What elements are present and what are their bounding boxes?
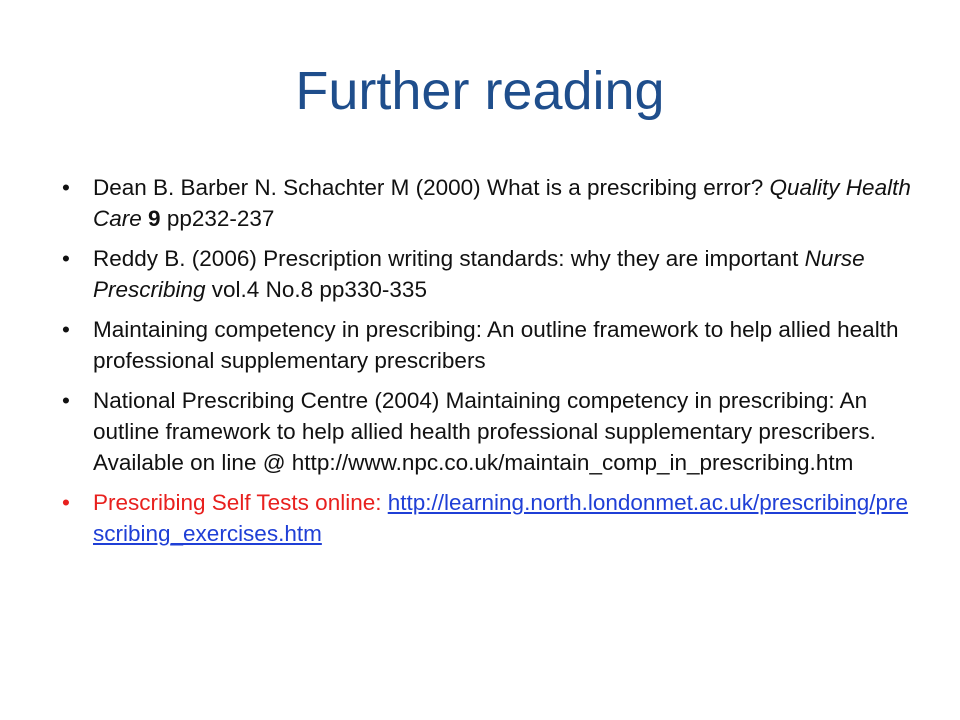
reference-text: Reddy B. (2006) Prescription writing standards: why they are important bbox=[93, 246, 805, 271]
bullet-icon: • bbox=[62, 388, 70, 413]
list-item bbox=[62, 385, 912, 478]
list-item bbox=[62, 487, 912, 549]
volume-number: 9 bbox=[148, 206, 161, 231]
bullet-icon: • bbox=[62, 317, 70, 342]
list-item bbox=[62, 314, 912, 376]
bullet-icon: • bbox=[62, 246, 70, 271]
slide-title: Further reading bbox=[295, 61, 665, 121]
bullet-icon: • bbox=[62, 490, 70, 515]
reference-pages: vol.4 No.8 pp330-335 bbox=[205, 277, 427, 302]
journal-title: Quality Health Care bbox=[93, 175, 911, 231]
self-tests-label: Prescribing Self Tests online: bbox=[93, 490, 388, 515]
reference-pages: pp232-237 bbox=[160, 206, 275, 231]
self-tests-link[interactable]: http://learning.north.londonmet.ac.uk/prescribing/prescribing_exercises.htm bbox=[93, 490, 909, 546]
bullet-icon: • bbox=[62, 175, 70, 200]
reference-text: Dean B. Barber N. Schachter M (2000) What is a prescribing error? bbox=[93, 175, 770, 200]
reference-text: National Prescribing Centre (2004) Maintaining competency in prescribing: An outline framework to help allied health professional supplementary prescribers. Available on line @ http://www.npc.co.uk/maintain_comp_in_prescribing.htm bbox=[93, 388, 876, 475]
list-item bbox=[62, 172, 912, 234]
reference-list bbox=[62, 172, 912, 558]
reference-text: Maintaining competency in prescribing: An outline framework to help allied health professional supplementary prescribers bbox=[93, 317, 899, 373]
journal-title: Nurse Prescribing bbox=[93, 246, 865, 302]
list-item bbox=[62, 243, 912, 305]
